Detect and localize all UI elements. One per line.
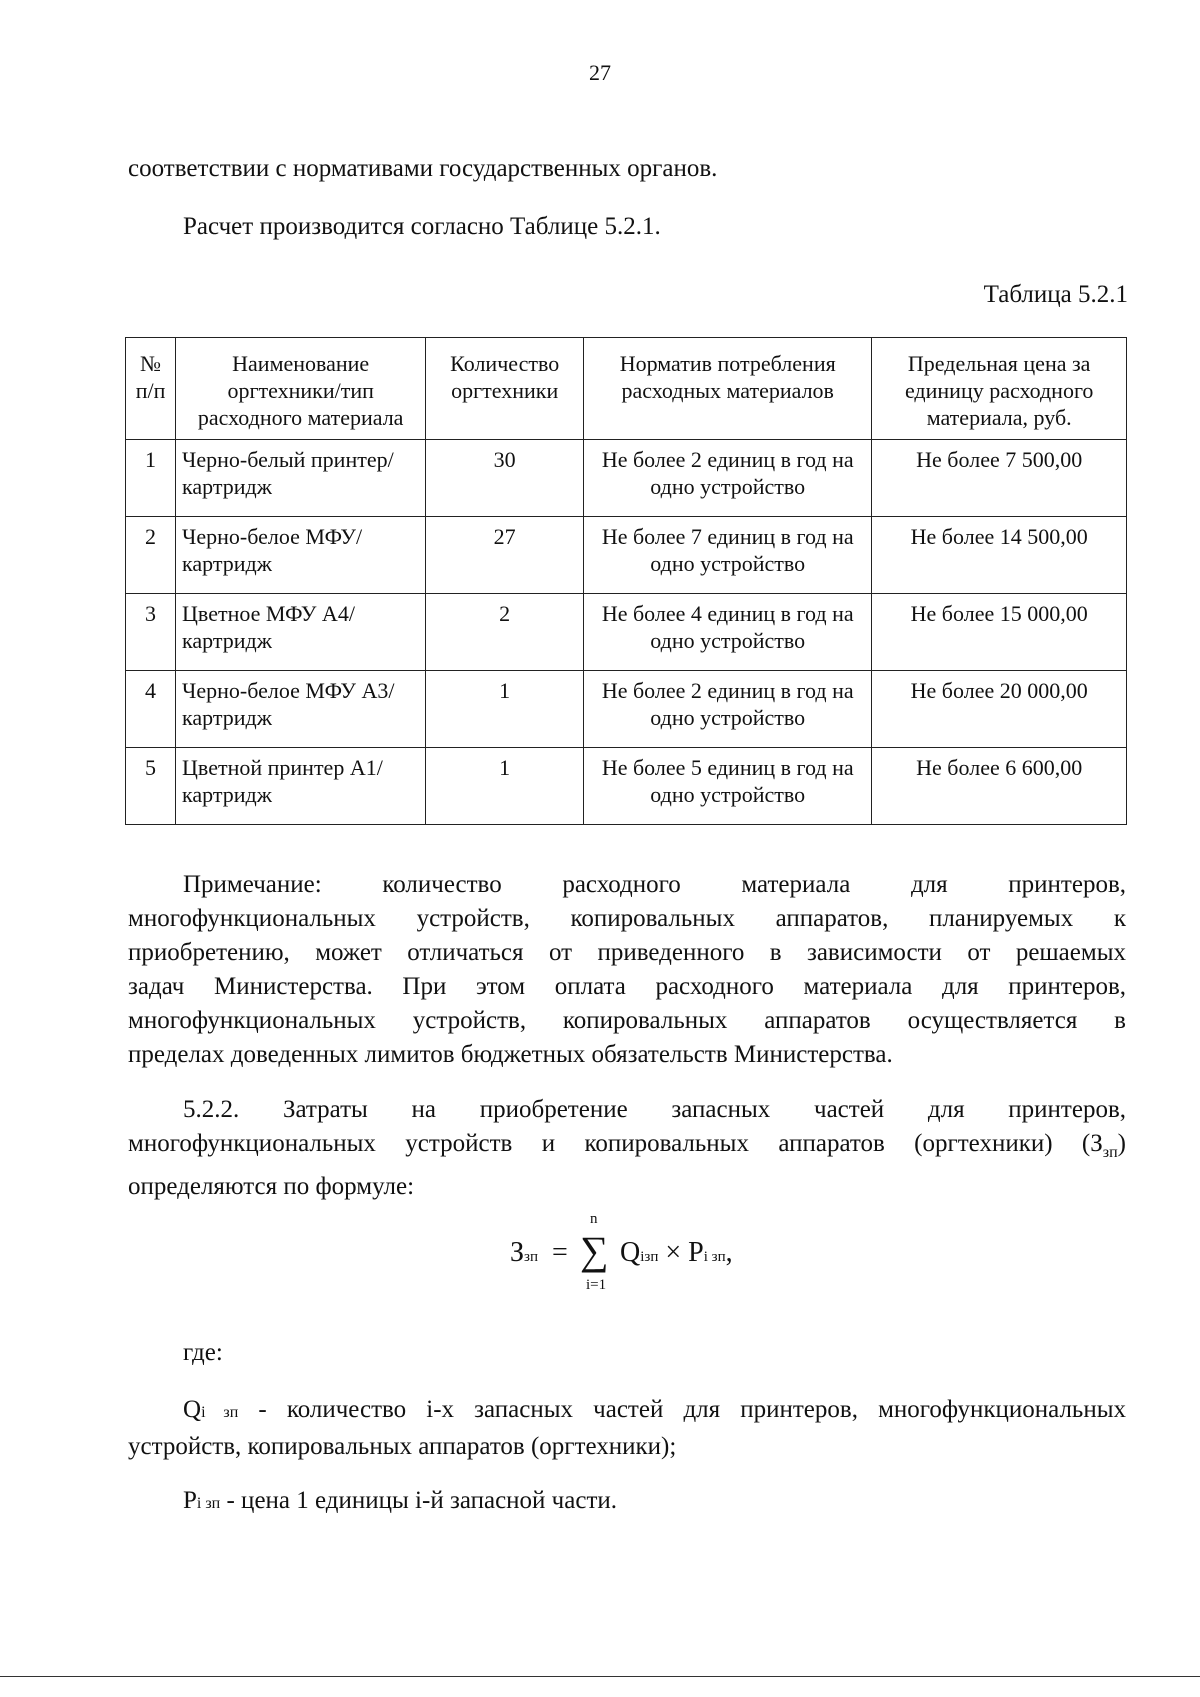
cell-name: Черно-белое МФУ/картридж — [176, 517, 426, 594]
cell-price: Не более 14 500,00 — [872, 517, 1127, 594]
formula-times: × — [658, 1237, 689, 1268]
cell-price: Не более 7 500,00 — [872, 440, 1127, 517]
formula-lhs — [510, 1237, 538, 1269]
def-q-text: - количество i-х запасных частей для принтеров, многофункциональных — [238, 1396, 1127, 1423]
cell-price: Не более 20 000,00 — [872, 671, 1127, 748]
cell-price: Не более 6 600,00 — [872, 748, 1127, 825]
cell-norm: Не более 2 единиц в год на одно устройство — [584, 440, 872, 517]
cell-number: 4 — [126, 671, 176, 748]
table-caption: Таблица 5.2.1 — [983, 281, 1128, 308]
section-line: 5.2.2. Затраты на приобретение запасных частей для принтеров, — [183, 1096, 1126, 1123]
section-line-end: ) — [1117, 1130, 1126, 1157]
table-row — [126, 440, 1127, 517]
formula-q: Q — [620, 1237, 641, 1268]
cell-norm: Не более 2 единиц в год на одно устройство — [584, 671, 872, 748]
section-line — [128, 1127, 1126, 1170]
header-name: Наименование оргтехники/тип расходного материала — [176, 338, 426, 440]
definition-q — [128, 1393, 1126, 1464]
section-line-text: многофункциональных устройств и копировальных аппаратов (оргтехники) (З — [128, 1130, 1103, 1157]
note-line: многофункциональных устройств, копировальных аппаратов осуществляется в — [128, 1007, 1126, 1034]
formula-rhs — [620, 1237, 733, 1269]
cell-name: Цветной принтер А1/картридж — [176, 748, 426, 825]
where-label: где: — [183, 1339, 223, 1366]
cell-quantity: 1 — [426, 671, 584, 748]
header-quantity: Количество оргтехники — [426, 338, 584, 440]
def-p-text: - цена 1 единицы i-й запасной части. — [220, 1487, 617, 1514]
cell-quantity: 1 — [426, 748, 584, 825]
note-line: приобретению, может отличаться от приведенного в зависимости от решаемых — [128, 939, 1126, 966]
def-q-sub: i зп — [201, 1404, 239, 1421]
consumables-table — [125, 337, 1127, 825]
note-paragraph — [128, 868, 1126, 1072]
table-header-row — [126, 338, 1127, 440]
cell-quantity: 27 — [426, 517, 584, 594]
bottom-divider — [0, 1676, 1200, 1677]
cell-number: 5 — [126, 748, 176, 825]
page-number: 27 — [589, 60, 611, 85]
calculation-note: Расчет производится согласно Таблице 5.2.1. — [183, 213, 661, 240]
cell-number: 2 — [126, 517, 176, 594]
cell-name: Цветное МФУ А4/картридж — [176, 594, 426, 671]
def-q-symbol: Q — [183, 1396, 202, 1423]
header-norm: Норматив потребления расходных материалов — [584, 338, 872, 440]
table-row — [126, 594, 1127, 671]
formula-p-sub: i зп — [703, 1249, 726, 1265]
continuation-text: соответствии с нормативами государственных органов. — [128, 155, 718, 182]
note-line: Примечание: количество расходного материала для принтеров, — [183, 871, 1126, 898]
note-line: задач Министерства. При этом оплата расходного материала для принтеров, — [128, 973, 1126, 1000]
formula-equals: = — [552, 1237, 568, 1268]
formula-lower-limit: i=1 — [586, 1277, 607, 1293]
def-p-sub: i зп — [196, 1495, 221, 1512]
cell-norm: Не более 7 единиц в год на одно устройство — [584, 517, 872, 594]
section-paragraph — [128, 1093, 1126, 1204]
sum-icon: ∑ — [580, 1228, 609, 1273]
formula-q-sub: iзп — [640, 1249, 659, 1265]
cell-quantity: 2 — [426, 594, 584, 671]
table-row — [126, 517, 1127, 594]
formula-comma: , — [725, 1237, 733, 1268]
formula-lhs-sub: зп — [524, 1249, 538, 1265]
header-price: Предельная цена за единицу расходного материала, руб. — [872, 338, 1127, 440]
header-number: № п/п — [126, 338, 176, 440]
definition-line — [128, 1393, 1126, 1430]
def-p-symbol: P — [183, 1487, 197, 1514]
note-line: многофункциональных устройств, копировальных аппаратов, планируемых к — [128, 905, 1126, 932]
cell-price: Не более 15 000,00 — [872, 594, 1127, 671]
formula-p: P — [688, 1237, 704, 1268]
section-line: определяются по формуле: — [128, 1173, 415, 1200]
cell-norm: Не более 5 единиц в год на одно устройство — [584, 748, 872, 825]
definition-line: устройств, копировальных аппаратов (оргтехники); — [128, 1433, 677, 1460]
cell-name: Черно-белое МФУ А3/картридж — [176, 671, 426, 748]
formula-upper-limit: n — [590, 1211, 598, 1227]
definition-p — [128, 1484, 1181, 1521]
cost-formula — [510, 1211, 770, 1295]
cell-number: 1 — [126, 440, 176, 517]
formula-lhs-symbol: З — [510, 1237, 525, 1268]
note-line: пределах доведенных лимитов бюджетных обязательств Министерства. — [128, 1041, 893, 1068]
cell-quantity: 30 — [426, 440, 584, 517]
cell-number: 3 — [126, 594, 176, 671]
section-sub: зп — [1102, 1144, 1118, 1161]
table-row — [126, 748, 1127, 825]
cell-norm: Не более 4 единиц в год на одно устройство — [584, 594, 872, 671]
table-row — [126, 671, 1127, 748]
cell-name: Черно-белый принтер/картридж — [176, 440, 426, 517]
